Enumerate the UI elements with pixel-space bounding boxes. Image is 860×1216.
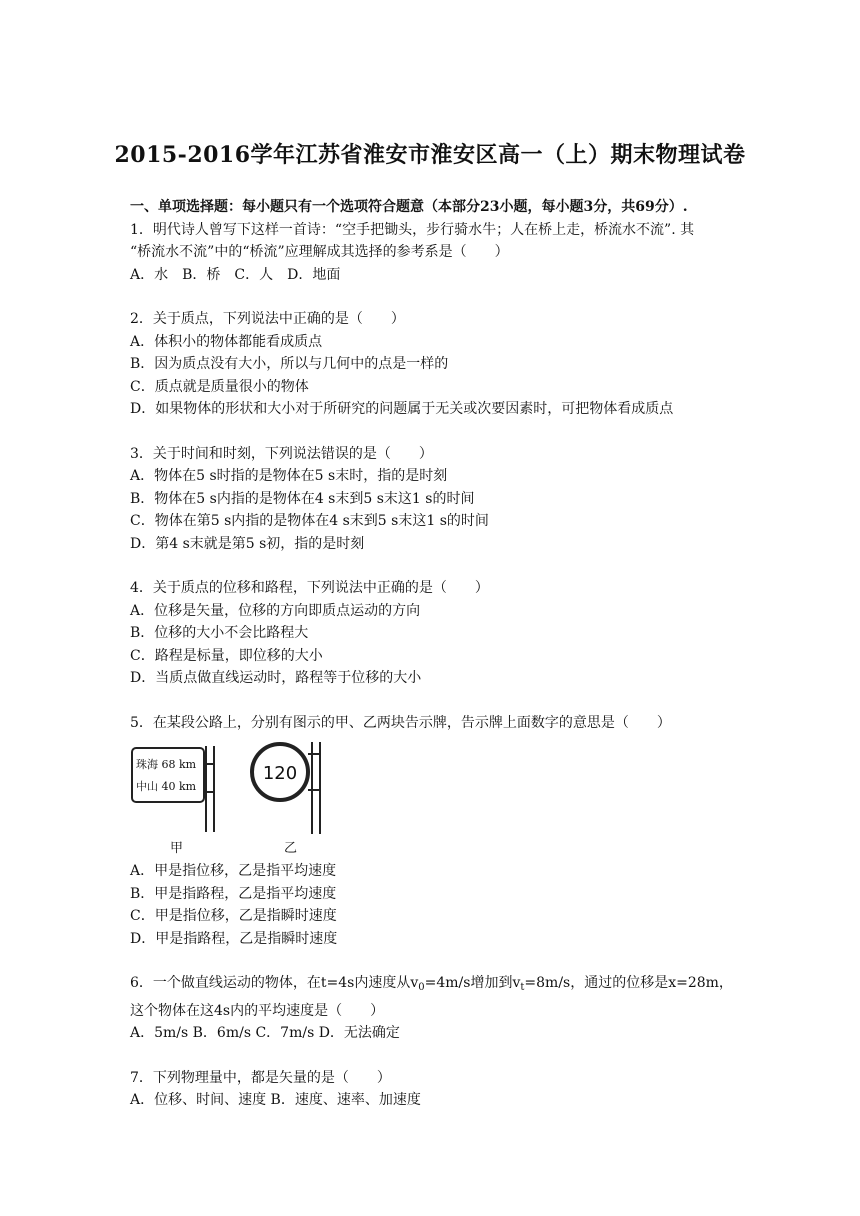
question-3-option-d: D．第4 s末就是第5 s初，指的是时刻 (130, 535, 365, 552)
sign-jia-distance (130, 744, 226, 834)
question-6 (130, 972, 733, 1045)
question-3-stem: 3．关于时间和时刻，下列说法错误的是（ ） (130, 445, 433, 462)
question-3-option-c: C．物体在第5 s内指的是物体在4 s末到5 s末这1 s的时间 (130, 513, 489, 529)
question-5-stem: 5．在某段公路上，分别有图示的甲、乙两块告示牌，告示牌上面数字的意思是（ ） (130, 714, 671, 731)
question-1-stem-line2: “桥流水不流”中的“桥流”应理解成其选择的参考系是（ ） (130, 244, 509, 260)
question-3 (130, 443, 730, 556)
question-7 (130, 1067, 730, 1112)
question-5-option-d: D．甲是指路程，乙是指瞬时速度 (130, 930, 338, 947)
sign-yi-label: 乙 (284, 841, 298, 856)
question-2-option-c: C．质点就是质量很小的物体 (130, 378, 309, 395)
road-signs-figure (130, 738, 730, 856)
question-2-option-b: B．因为质点没有大小，所以与几何中的点是一样的 (130, 356, 449, 372)
question-7-stem: 7．下列物理量中，都是矢量的是（ ） (130, 1069, 391, 1086)
exam-body (130, 196, 733, 1112)
question-4 (130, 577, 730, 690)
exam-title: 2015-2016学年江苏省淮安市淮安区高一（上）期末物理试卷 (114, 142, 746, 168)
question-3-option-a: A．物体在5 s时指的是物体在5 s末时，指的是时刻 (130, 468, 448, 484)
question-4-option-a: A．位移是矢量，位移的方向即质点运动的方向 (130, 602, 421, 619)
question-6-stem-line2: 这个物体在这4s内的平均速度是（ ） (130, 1002, 385, 1019)
question-2-stem: 2．关于质点，下列说法中正确的是（ ） (130, 311, 405, 327)
question-6-stem-line1: 6．一个做直线运动的物体，在t=4s内速度从$v_0=4m/s$增加到$v_t=8m/s$，通过的位移是x=28m， (130, 975, 733, 993)
question-2-option-d: D．如果物体的形状和大小对于所研究的问题属于无关或次要因素时，可把物体看成质点 (130, 401, 674, 417)
question-4-option-b: B．位移的大小不会比路程大 (130, 625, 309, 641)
question-2 (130, 308, 730, 421)
question-5 (130, 712, 730, 951)
question-1-options: A．水 B．桥 C．人 D．地面 (130, 266, 341, 283)
sign-jia-line2: 中山 40 km (136, 780, 197, 793)
question-4-option-d: D．当质点做直线运动时，路程等于位移的大小 (130, 670, 422, 686)
question-5-option-b: B．甲是指路程，乙是指平均速度 (130, 885, 337, 902)
question-2-option-a: A．体积小的物体都能看成质点 (130, 333, 323, 350)
sign-yi-value: 120 (262, 763, 298, 784)
section-heading: 一、单项选择题：每小题只有一个选项符合题意（本部分23小题，每小题3分，共69分）. (130, 199, 688, 215)
question-5-option-a: A．甲是指位移，乙是指平均速度 (130, 863, 337, 879)
question-7-options: A．位移、时间、速度 B．速度、速率、加速度 (130, 1092, 421, 1108)
question-3-option-b: B．物体在5 s内指的是物体在4 s末到5 s末这1 s的时间 (130, 490, 475, 507)
sign-jia-line1: 珠海 68 km (136, 758, 197, 771)
question-5-option-c: C．甲是指位移，乙是指瞬时速度 (130, 908, 337, 924)
question-1 (130, 219, 730, 287)
question-6-options: A．5m/s B．6m/s C．7m/s D．无法确定 (130, 1025, 400, 1041)
sign-yi-speed-limit (248, 740, 332, 836)
question-4-option-c: C．路程是标量，即位移的大小 (130, 647, 323, 664)
question-1-stem-line1: 1．明代诗人曾写下这样一首诗：“空手把锄头，步行骑水牛；人在桥上走，桥流水不流”. 其 (130, 221, 695, 238)
question-4-stem: 4．关于质点的位移和路程，下列说法中正确的是（ ） (130, 580, 489, 596)
sign-jia-label: 甲 (170, 841, 184, 856)
